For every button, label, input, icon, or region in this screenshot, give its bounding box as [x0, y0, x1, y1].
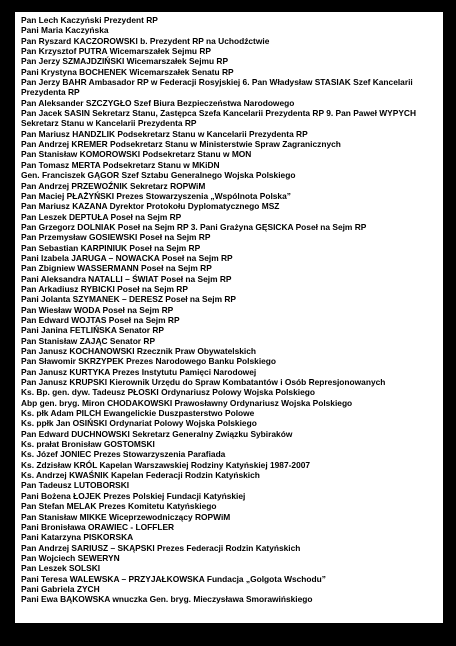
list-line: Pan Tadeusz LUTOBORSKI: [21, 480, 130, 491]
list-line: Pan Sebastian KARPINIUK Poseł na Sejm RP: [21, 242, 201, 253]
list-line: Pan Jerzy BAHR Ambasador RP w Federacji Rosyjskiej 6. Pan Władysław STASIAK Szef Kancelarii Prezydenta RP: [21, 77, 413, 98]
list-line: Pan Andrzej KREMER Podsekretarz Stanu w Ministerstwie Spraw Zagranicznych: [21, 139, 341, 150]
cropped-footer-text: [20, 626, 440, 646]
list-line: Ks. Józef JONIEC Prezes Stowarzyszenia Parafiada: [21, 449, 226, 460]
list-line: Pan Jacek SASIN Sekretarz Stanu, Zastępca Szefa Kancelarii Prezydenta RP 9. Pan Paweł WYPYCH Sekretarz Stanu w Kancelarii Prezydenta RP: [21, 108, 417, 129]
list-line: Pan Mariusz HANDZLIK Podsekretarz Stanu w Kancelarii Prezydenta RP: [21, 128, 308, 139]
list-line: Ks. Zdzisław KRÓL Kapelan Warszawskiej Rodziny Katyńskiej 1987-2007: [21, 459, 311, 470]
list-line: Gen. Franciszek GĄGOR Szef Sztabu Generalnego Wojska Polskiego: [21, 170, 296, 181]
list-line: Ks. Bp. gen. dyw. Tadeusz PŁOSKI Ordynariusz Polowy Wojska Polskiego: [21, 387, 315, 398]
list-line: Pan Aleksander SZCZYGŁO Szef Biura Bezpieczeństwa Narodowego: [21, 97, 295, 108]
list-line: Pani Bożena ŁOJEK Prezes Polskiej Fundacji Katyńskiej: [21, 490, 246, 501]
list-line: Pani Katarzyna PISKORSKA: [21, 532, 134, 543]
list-line: Pani Gabriela ZYCH: [21, 583, 100, 594]
list-line: Pan Krzysztof PUTRA Wicemarszałek Sejmu RP: [21, 46, 211, 57]
list-line: Pan Janusz KRUPSKI Kierownik Urzędu do Spraw Kombatantów i Osób Represjonowanych: [21, 377, 386, 388]
list-line: Pan Ryszard KACZOROWSKI b. Prezydent RP na Uchodźctwie: [21, 35, 270, 46]
list-line: Pan Stanisław ZAJĄC Senator RP: [21, 335, 156, 346]
list-line: Pani Krystyna BOCHENEK Wicemarszałek Senatu RP: [21, 66, 234, 77]
list-line: Ks. Andrzej KWAŚNIK Kapelan Federacji Rodzin Katyńskich: [21, 470, 260, 481]
list-line: Pani Jolanta SZYMANEK – DERESZ Poseł na Sejm RP: [21, 294, 237, 305]
list-line: Pan Maciej PŁAŻYŃSKI Prezes Stowarzyszenia „Wspólnota Polska”: [21, 190, 291, 201]
list-line: Pan Sławomir SKRZYPEK Prezes Narodowego Banku Polskiego: [21, 356, 277, 367]
list-line: Pan Edward WOJTAS Poseł na Sejm RP: [21, 314, 180, 325]
list-line: Pani Maria Kaczyńska: [21, 25, 109, 36]
list-line: Pan Janusz KURTYKA Prezes Instytutu Pamięci Narodowej: [21, 366, 257, 377]
list-line: Pan Jerzy SZMAJDZIŃSKI Wicemarszałek Sejmu RP: [21, 56, 229, 67]
list-line: Pan Mariusz KAZANA Dyrektor Protokołu Dyplomatycznego MSZ: [21, 201, 280, 212]
list-line: Pani Aleksandra NATALLI – ŚWIAT Poseł na Sejm RP: [21, 273, 232, 284]
list-line: Pani Teresa WALEWSKA – PRZYJAŁKOWSKA Fundacja „Golgota Wschodu”: [21, 573, 326, 584]
list-line: Pan Janusz KOCHANOWSKI Rzecznik Praw Obywatelskich: [21, 346, 257, 356]
list-line: Pani Janina FETLIŃSKA Senator RP: [21, 325, 165, 336]
list-line: Ks. ppłk Jan OSIŃSKI Ordynariat Polowy Wojska Polskiego: [21, 418, 257, 429]
list-line: Pan Grzegorz DOLNIAK Poseł na Sejm RP 3. Pani Grażyna GĘSICKA Poseł na Sejm RP: [21, 221, 367, 232]
list-line: Pan Andrzej PRZEWOŹNIK Sekretarz ROPWiM: [21, 180, 206, 191]
list-line: Pani Ewa BĄKOWSKA wnuczka Gen. bryg. Mieczysława Smorawińskiego: [21, 594, 313, 605]
list-line: Ks. prałat Bronisław GOSTOMSKI: [21, 439, 155, 450]
list-line: Pan Arkadiusz RYBICKI Poseł na Sejm RP: [21, 283, 188, 294]
list-line: Pan Leszek SOLSKI: [21, 563, 101, 574]
list-line: Pan Przemysław GOSIEWSKI Poseł na Sejm RP: [21, 232, 211, 243]
list-line: Pan Tomasz MERTA Podsekretarz Stanu w MKiDN: [21, 159, 220, 170]
list-line: Pani Bronisława ORAWIEC - LOFFLER: [21, 521, 175, 532]
list-line: Pan Leszek DEPTUŁA Poseł na Sejm RP: [21, 211, 182, 222]
list-line: Pan Zbigniew WASSERMANN Poseł na Sejm RP: [21, 263, 212, 274]
list-line: Pan Andrzej SARIUSZ – SKĄPSKI Prezes Federacji Rodzin Katyńskich: [21, 542, 301, 553]
list-line: Ks. płk Adam PILCH Ewangelickie Duszpasterstwo Polowe: [21, 408, 255, 419]
list-line: Pani Izabela JARUGA – NOWACKA Poseł na Sejm RP: [21, 252, 233, 263]
list-line: Pan Stanisław KOMOROWSKI Podsekretarz Stanu w MON: [21, 149, 252, 160]
list-line: Pan Wiesław WODA Poseł na Sejm RP: [21, 304, 174, 315]
name-list-document: [15, 12, 443, 623]
list-line: Abp gen. bryg. Miron CHODAKOWSKI Prawosławny Ordynariusz Wojska Polskiego: [21, 397, 353, 408]
list-line: Pan Wojciech SEWERYN: [21, 552, 120, 563]
list-line: Pan Lech Kaczyński Prezydent RP: [21, 15, 158, 25]
list-line: Pan Stefan MELAK Prezes Komitetu Katyńskiego: [21, 501, 217, 512]
list-line: Pan Stanisław MIKKE Wiceprzewodniczący ROPWiM: [21, 511, 231, 522]
list-line: Pan Edward DUCHNOWSKI Sekretarz Generalny Związku Sybiraków: [21, 428, 293, 439]
